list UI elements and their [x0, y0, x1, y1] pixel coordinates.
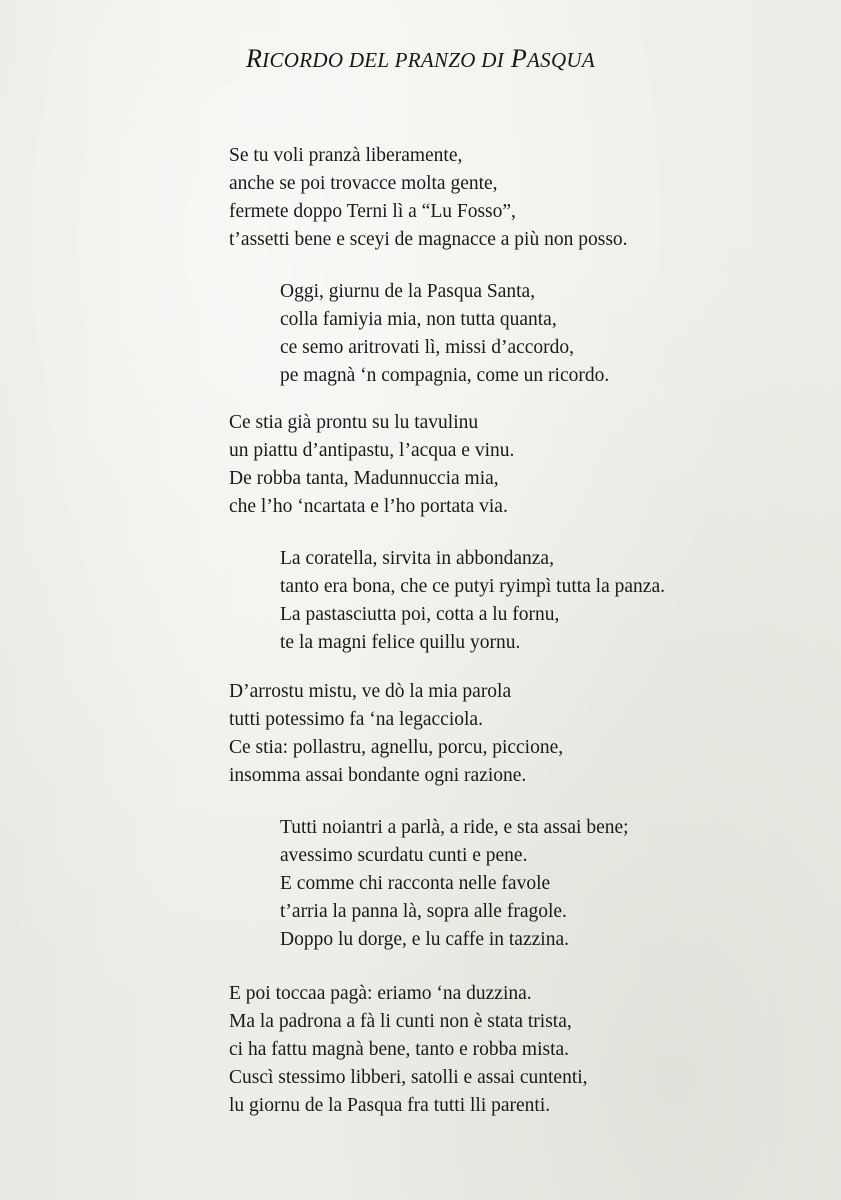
- poem-line: ce semo aritrovati lì, missi d’accordo,: [280, 337, 575, 358]
- poem-line: avessimo scurdatu cunti e pene.: [280, 845, 528, 866]
- poem-line: Ce stia: pollastru, agnellu, porcu, piccione,: [229, 737, 564, 758]
- poem-line: E comme chi racconta nelle favole: [280, 873, 551, 894]
- poem-line: D’arrostu mistu, ve dò la mia parola: [229, 681, 512, 702]
- poem-line: Tutti noiantri a parlà, a ride, e sta assai bene;: [280, 817, 629, 838]
- poem-line: anche se poi trovacce molta gente,: [229, 173, 498, 194]
- poem-line: insomma assai bondante ogni razione.: [229, 765, 527, 786]
- poem-line: colla famiyia mia, non tutta quanta,: [280, 309, 557, 330]
- poem-line: che l’ho ‘ncartata e l’ho portata via.: [229, 496, 508, 517]
- poem-line: t’assetti bene e sceyi de magnacce a più non posso.: [229, 229, 628, 250]
- stanza-6: [280, 814, 629, 954]
- poem-line: Oggi, giurnu de la Pasqua Santa,: [280, 281, 536, 302]
- poem-line: Se tu voli pranzà liberamente,: [229, 145, 463, 166]
- stanza-3: [229, 409, 514, 521]
- poem-title: [0, 44, 841, 74]
- poem-line: E poi toccaa pagà: eriamo ‘na duzzina.: [229, 983, 532, 1004]
- stanza-7: [229, 980, 588, 1120]
- poem-line: Doppo lu dorge, e lu caffe in tazzina.: [280, 929, 569, 950]
- poem-line: pe magnà ‘n compagnia, come un ricordo.: [280, 365, 610, 386]
- poem-line: Ce stia già prontu su lu tavulinu: [229, 412, 479, 433]
- poem-line: t’arria la panna là, sopra alle fragole.: [280, 901, 567, 922]
- title-part-2: ASQUA: [527, 48, 596, 72]
- stanza-1: [229, 142, 628, 254]
- poem-line: tutti potessimo fa ‘na legacciola.: [229, 709, 483, 730]
- poem-line: ci ha fattu magnà bene, tanto e robba mista.: [229, 1039, 570, 1060]
- stanza-4: [280, 545, 665, 657]
- stanza-5: [229, 678, 563, 790]
- stanza-2: [280, 278, 609, 390]
- poem-line: te la magni felice quillu yornu.: [280, 632, 521, 653]
- poem-line: Ma la padrona a fà li cunti non è stata trista,: [229, 1011, 572, 1032]
- poem-line: un piattu d’antipastu, l’acqua e vinu.: [229, 440, 515, 461]
- poem-line: De robba tanta, Madunnuccia mia,: [229, 468, 499, 489]
- title-part-1: ICORDO DEL PRANZO DI: [262, 48, 505, 72]
- poem-line: tanto era bona, che ce putyi ryimpì tutta la panza.: [280, 576, 665, 597]
- title-initial-p: P: [510, 44, 528, 73]
- poem-line: lu giornu de la Pasqua fra tutti lli parenti.: [229, 1095, 551, 1116]
- poem-line: Cuscì stessimo libberi, satolli e assai cuntenti,: [229, 1067, 588, 1088]
- poem-line: fermete doppo Terni lì a “Lu Fosso”,: [229, 201, 516, 222]
- poem-line: La pastasciutta poi, cotta a lu fornu,: [280, 604, 560, 625]
- title-initial-r: R: [245, 44, 263, 73]
- poem-line: La coratella, sirvita in abbondanza,: [280, 548, 554, 569]
